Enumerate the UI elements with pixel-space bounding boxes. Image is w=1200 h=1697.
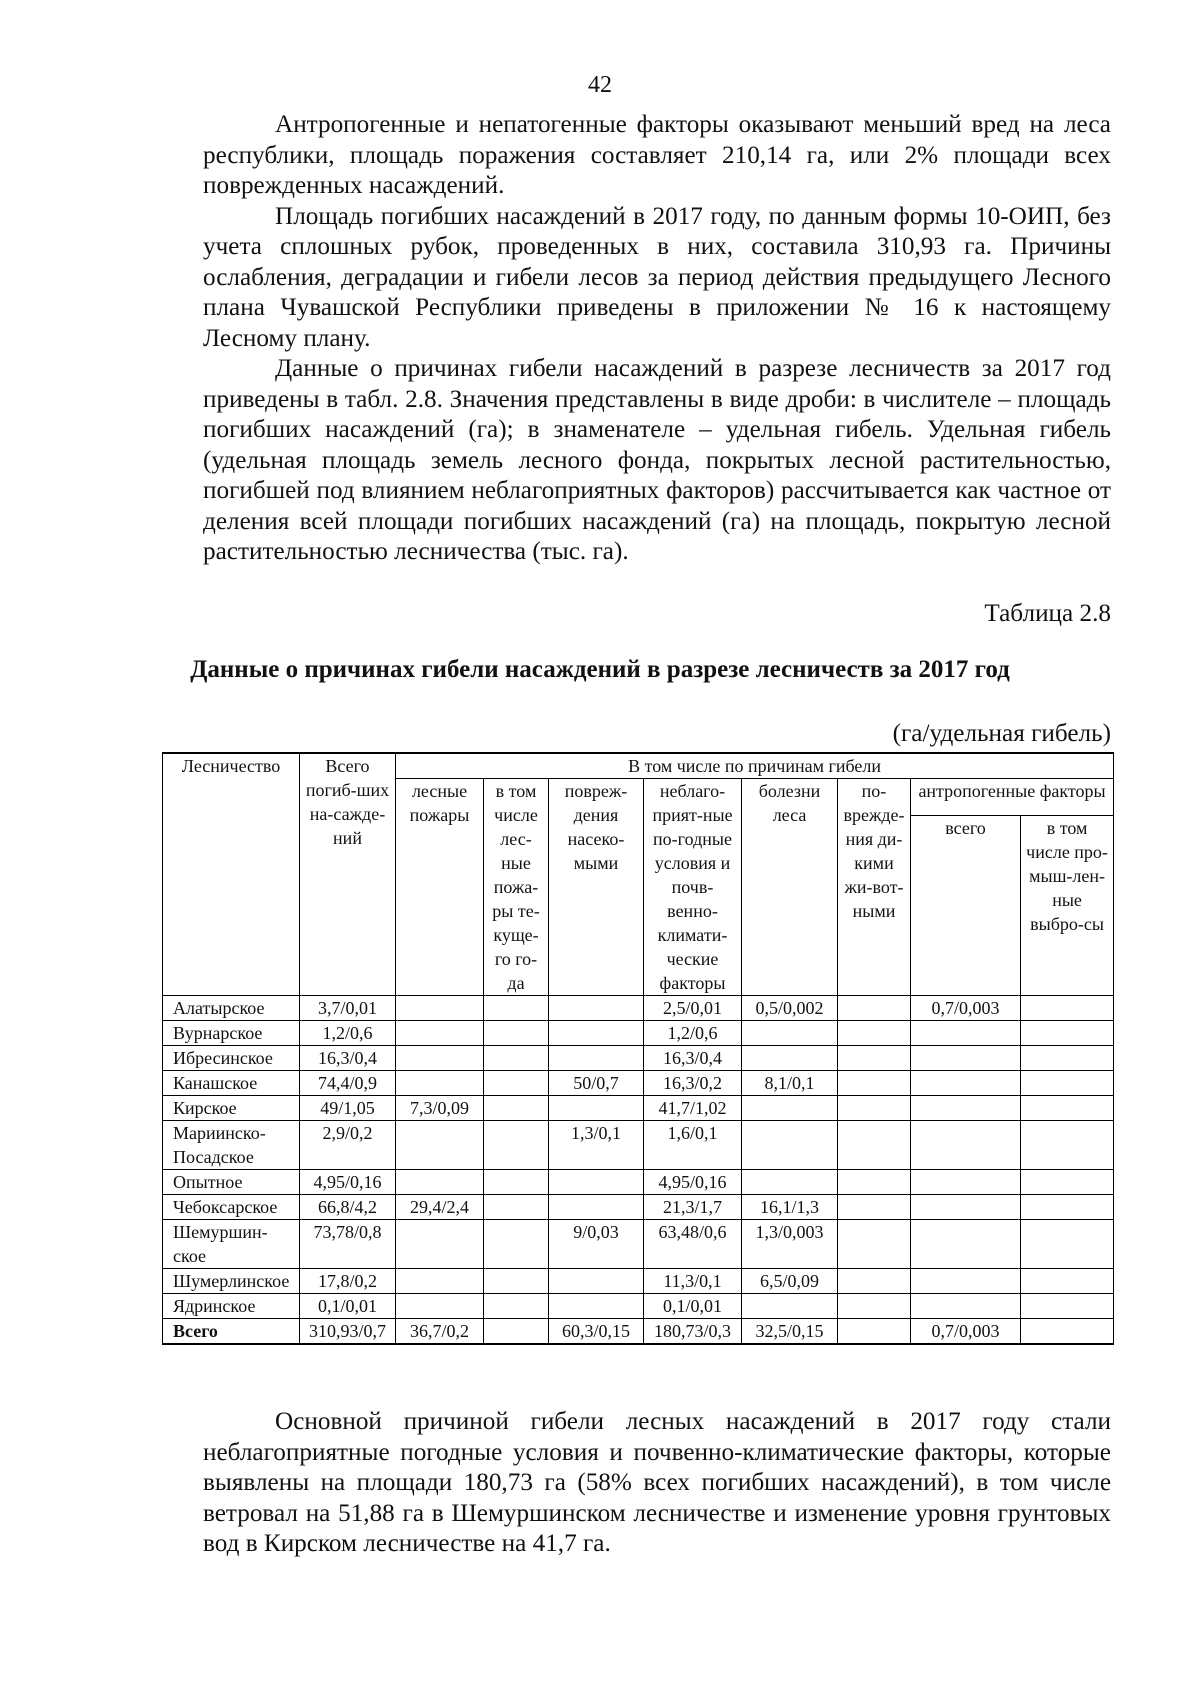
cell-forestry: Канашское bbox=[163, 1071, 300, 1096]
table-units: (га/удельная гибель) bbox=[892, 720, 1111, 747]
table-row bbox=[163, 1269, 1114, 1294]
cell-total: 73,78/0,8 bbox=[300, 1220, 396, 1269]
cell-anthro-total bbox=[911, 1195, 1021, 1220]
cell-animals bbox=[838, 1170, 911, 1195]
cell-total: 3,7/0,01 bbox=[300, 996, 396, 1021]
cell-disease: 0,5/0,002 bbox=[742, 996, 838, 1021]
cell-anthro-total bbox=[911, 1269, 1021, 1294]
cell-insects bbox=[549, 996, 644, 1021]
cell-total: 74,4/0,9 bbox=[300, 1071, 396, 1096]
header-forestry: Лесничество bbox=[163, 753, 300, 996]
cell-weather: 11,3/0,1 bbox=[644, 1269, 742, 1294]
cell-total: 16,3/0,4 bbox=[300, 1046, 396, 1071]
header-fires: лесные пожары bbox=[396, 779, 484, 996]
cell-insects bbox=[549, 1269, 644, 1294]
cell-anthro-industrial bbox=[1021, 1294, 1114, 1319]
header-disease: болезни леса bbox=[742, 779, 838, 996]
cell-anthro-industrial bbox=[1021, 1220, 1114, 1269]
cell-fires-current bbox=[484, 1096, 549, 1121]
cell-fires bbox=[396, 996, 484, 1021]
cell-forestry: Чебоксарское bbox=[163, 1195, 300, 1220]
cell-fires: 7,3/0,09 bbox=[396, 1096, 484, 1121]
cell-anthro-total: 0,7/0,003 bbox=[911, 1319, 1021, 1345]
cell-disease bbox=[742, 1021, 838, 1046]
cell-weather: 2,5/0,01 bbox=[644, 996, 742, 1021]
cell-total: 4,95/0,16 bbox=[300, 1170, 396, 1195]
cell-fires: 29,4/2,4 bbox=[396, 1195, 484, 1220]
cell-fires bbox=[396, 1170, 484, 1195]
cell-weather: 1,2/0,6 bbox=[644, 1021, 742, 1046]
table-row bbox=[163, 1021, 1114, 1046]
cell-insects: 1,3/0,1 bbox=[549, 1121, 644, 1170]
cell-insects bbox=[549, 1294, 644, 1319]
page-number: 42 bbox=[588, 72, 612, 98]
header-animals: по-врежде-ния ди-кими жи-вот-ными bbox=[838, 779, 911, 996]
cell-animals bbox=[838, 1220, 911, 1269]
cell-anthro-industrial bbox=[1021, 1021, 1114, 1046]
cell-animals bbox=[838, 1269, 911, 1294]
cell-insects: 50/0,7 bbox=[549, 1071, 644, 1096]
cell-weather: 63,48/0,6 bbox=[644, 1220, 742, 1269]
cell-weather: 16,3/0,4 bbox=[644, 1046, 742, 1071]
cell-forestry: Ибресинское bbox=[163, 1046, 300, 1071]
cell-fires-current bbox=[484, 1046, 549, 1071]
cell-animals bbox=[838, 1021, 911, 1046]
cell-forestry: Ядринское bbox=[163, 1294, 300, 1319]
table-row bbox=[163, 1096, 1114, 1121]
cell-fires-current bbox=[484, 1121, 549, 1170]
cell-fires-current bbox=[484, 1319, 549, 1345]
cell-animals bbox=[838, 1046, 911, 1071]
header-total-dead: Всего погиб-ших на-сажде-ний bbox=[300, 753, 396, 996]
cell-anthro-industrial bbox=[1021, 1269, 1114, 1294]
cell-insects bbox=[549, 1195, 644, 1220]
cell-anthro-total: 0,7/0,003 bbox=[911, 996, 1021, 1021]
cell-insects bbox=[549, 1170, 644, 1195]
cell-fires bbox=[396, 1021, 484, 1046]
header-anthropogenic: антропогенные факторы bbox=[911, 779, 1114, 816]
cell-total: 49/1,05 bbox=[300, 1096, 396, 1121]
table-row bbox=[163, 1294, 1114, 1319]
cell-insects bbox=[549, 1046, 644, 1071]
intro-text bbox=[203, 110, 1111, 568]
cell-forestry: Вурнарское bbox=[163, 1021, 300, 1046]
table-row bbox=[163, 1170, 1114, 1195]
cell-fires-current bbox=[484, 1294, 549, 1319]
header-by-causes: В том числе по причинам гибели bbox=[396, 753, 1114, 779]
cell-disease: 32,5/0,15 bbox=[742, 1319, 838, 1345]
cell-disease bbox=[742, 1294, 838, 1319]
cell-disease bbox=[742, 1046, 838, 1071]
cell-anthro-industrial bbox=[1021, 1046, 1114, 1071]
header-weather: неблаго-прият-ные по-годные условия и почв-венно-климати-ческие факторы bbox=[644, 779, 742, 996]
paragraph: Основной причиной гибели лесных насаждений в 2017 году стали неблагоприятные погодные условия и почвенно-климатические факторы, которые выявлены на площади 180,73 га (58% всех погибших насаждений), в том числе ветровал на 51,88 га в Шемуршинском лесничестве и изменение уровня грунтовых вод в Кирском лесничестве на 41,7 га. bbox=[203, 1408, 1111, 1557]
cell-disease: 8,1/0,1 bbox=[742, 1071, 838, 1096]
cell-fires bbox=[396, 1220, 484, 1269]
cell-anthro-industrial bbox=[1021, 1319, 1114, 1345]
cell-animals bbox=[838, 1121, 911, 1170]
cell-fires: 36,7/0,2 bbox=[396, 1319, 484, 1345]
cell-disease: 16,1/1,3 bbox=[742, 1195, 838, 1220]
cell-animals bbox=[838, 1294, 911, 1319]
cell-disease bbox=[742, 1121, 838, 1170]
cell-fires bbox=[396, 1294, 484, 1319]
cell-fires-current bbox=[484, 1220, 549, 1269]
cell-anthro-total bbox=[911, 1294, 1021, 1319]
paragraph: Данные о причинах гибели насаждений в разрезе лесничеств за 2017 год приведены в табл. 2.8. Значения представлены в виде дроби: в числителе – площадь погибших насаждений (га); в знаменателе – удельная гибель. Удельная гибель (удельная площадь земель лесного фонда, покрытых лесной растительностью, погибшей под влиянием неблагоприятных факторов) рассчитывается как частное от деления всей площади погибших насаждений (га) на площадь, покрытую лесной растительностью лесничества (тыс. га). bbox=[203, 355, 1111, 565]
cell-forestry: Шумерлинское bbox=[163, 1269, 300, 1294]
cell-anthro-total bbox=[911, 1121, 1021, 1170]
cell-insects bbox=[549, 1096, 644, 1121]
cell-forestry: Кирское bbox=[163, 1096, 300, 1121]
table-label: Таблица 2.8 bbox=[984, 600, 1111, 627]
cell-insects: 9/0,03 bbox=[549, 1220, 644, 1269]
cell-total: 17,8/0,2 bbox=[300, 1269, 396, 1294]
table-total-row bbox=[163, 1319, 1114, 1345]
cell-disease bbox=[742, 1096, 838, 1121]
table-row bbox=[163, 1195, 1114, 1220]
cell-total: 66,8/4,2 bbox=[300, 1195, 396, 1220]
cell-fires bbox=[396, 1121, 484, 1170]
cell-forestry: Опытное bbox=[163, 1170, 300, 1195]
table-row bbox=[163, 1220, 1114, 1269]
cell-anthro-total bbox=[911, 1220, 1021, 1269]
cell-anthro-total bbox=[911, 1046, 1021, 1071]
cell-fires bbox=[396, 1071, 484, 1096]
cell-anthro-industrial bbox=[1021, 1071, 1114, 1096]
cell-anthro-industrial bbox=[1021, 1096, 1114, 1121]
table-title: Данные о причинах гибели насаждений в разрезе лесничеств за 2017 год bbox=[190, 656, 1010, 683]
cell-anthro-industrial bbox=[1021, 1195, 1114, 1220]
cell-fires bbox=[396, 1046, 484, 1071]
cell-fires-current bbox=[484, 1269, 549, 1294]
cell-fires bbox=[396, 1269, 484, 1294]
cell-forestry: Шемуршин-ское bbox=[163, 1220, 300, 1269]
paragraph: Площадь погибших насаждений в 2017 году, по данным формы 10-ОИП, без учета сплошных рубок, проведенных в них, составила 310,93 га. Причины ослабления, деградации и гибели лесов за период действия предыдущего Лесного плана Чувашской Республики приведены в приложении № 16 к настоящему Лесному плану. bbox=[203, 202, 1111, 352]
cell-animals bbox=[838, 1071, 911, 1096]
cell-animals bbox=[838, 1096, 911, 1121]
cell-fires-current bbox=[484, 996, 549, 1021]
cell-fires-current bbox=[484, 1071, 549, 1096]
header-insects: повреж-дения насеко-мыми bbox=[549, 779, 644, 996]
cell-fires-current bbox=[484, 1021, 549, 1046]
cell-disease bbox=[742, 1170, 838, 1195]
table-row bbox=[163, 996, 1114, 1021]
paragraph: Антропогенные и непатогенные факторы оказывают меньший вред на леса республики, площадь поражения составляет 210,14 га, или 2% площади всех поврежденных насаждений. bbox=[203, 111, 1111, 199]
cell-total: 310,93/0,7 bbox=[300, 1319, 396, 1345]
header-anthro-total: всего bbox=[911, 816, 1021, 996]
conclusion-text bbox=[203, 1407, 1111, 1560]
cell-disease: 1,3/0,003 bbox=[742, 1220, 838, 1269]
cell-weather: 0,1/0,01 bbox=[644, 1294, 742, 1319]
cell-weather: 21,3/1,7 bbox=[644, 1195, 742, 1220]
header-anthro-industrial: в том числе про-мыш-лен-ные выбро-сы bbox=[1021, 816, 1114, 996]
cell-total: 1,2/0,6 bbox=[300, 1021, 396, 1046]
cell-weather: 1,6/0,1 bbox=[644, 1121, 742, 1170]
cell-forestry: Мариинско-Посадское bbox=[163, 1121, 300, 1170]
cell-insects bbox=[549, 1021, 644, 1046]
cell-anthro-industrial bbox=[1021, 1170, 1114, 1195]
cell-weather: 41,7/1,02 bbox=[644, 1096, 742, 1121]
cell-forestry: Алатырское bbox=[163, 996, 300, 1021]
cell-animals bbox=[838, 996, 911, 1021]
cell-anthro-total bbox=[911, 1071, 1021, 1096]
cell-disease: 6,5/0,09 bbox=[742, 1269, 838, 1294]
cell-weather: 4,95/0,16 bbox=[644, 1170, 742, 1195]
cell-fires-current bbox=[484, 1170, 549, 1195]
cell-anthro-industrial bbox=[1021, 996, 1114, 1021]
cell-insects: 60,3/0,15 bbox=[549, 1319, 644, 1345]
cell-fires-current bbox=[484, 1195, 549, 1220]
causes-table bbox=[162, 752, 1114, 1345]
cell-total: 0,1/0,01 bbox=[300, 1294, 396, 1319]
cell-anthro-industrial bbox=[1021, 1121, 1114, 1170]
cell-total: 2,9/0,2 bbox=[300, 1121, 396, 1170]
cell-animals bbox=[838, 1319, 911, 1345]
table-row bbox=[163, 1071, 1114, 1096]
cell-weather: 180,73/0,3 bbox=[644, 1319, 742, 1345]
cell-forestry: Всего bbox=[163, 1319, 300, 1345]
cell-anthro-total bbox=[911, 1170, 1021, 1195]
table-row bbox=[163, 1046, 1114, 1071]
cell-animals bbox=[838, 1195, 911, 1220]
cell-anthro-total bbox=[911, 1096, 1021, 1121]
header-fires-current: в том числе лес-ные пожа-ры те-куще-го го-да bbox=[484, 779, 549, 996]
cell-anthro-total bbox=[911, 1021, 1021, 1046]
table-row bbox=[163, 1121, 1114, 1170]
cell-weather: 16,3/0,2 bbox=[644, 1071, 742, 1096]
